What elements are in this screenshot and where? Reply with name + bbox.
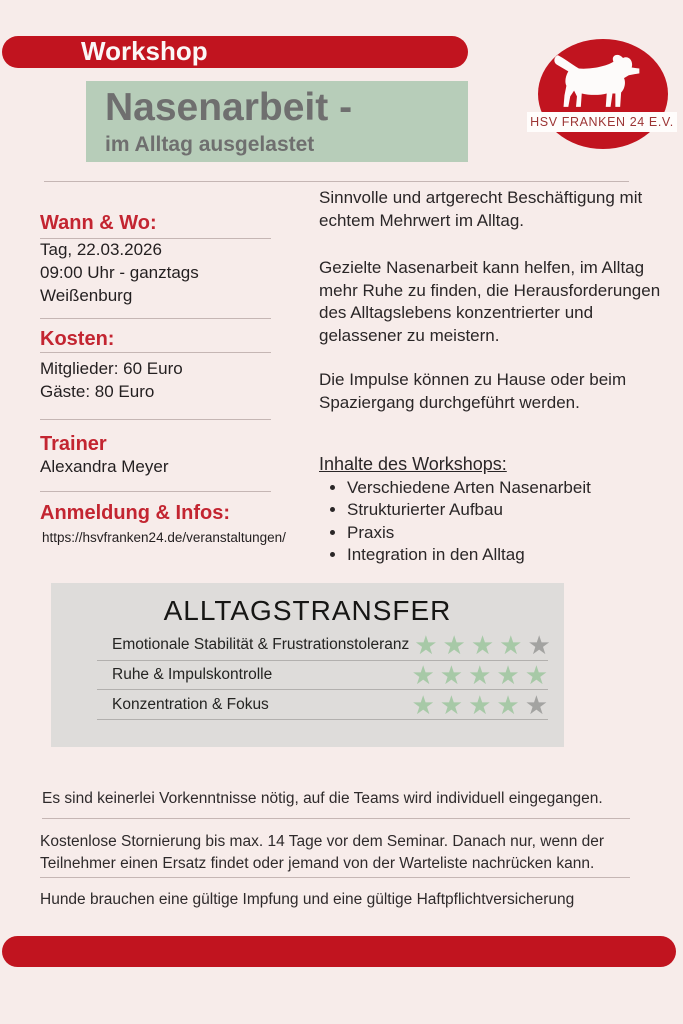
list-item: • Praxis <box>347 522 683 544</box>
rating-row <box>97 690 548 720</box>
club-logo <box>530 39 674 149</box>
rating-label: Emotionale Stabilität & Frustrationstoleranz <box>112 636 410 653</box>
event-time: 09:00 Uhr - ganztags <box>40 263 199 282</box>
contents-list <box>327 477 683 567</box>
star-filled-icon: ★ <box>468 660 492 690</box>
divider <box>40 352 271 353</box>
star-filled-icon: ★ <box>414 630 438 660</box>
trainer-name: Alexandra Meyer <box>40 457 169 476</box>
star-filled-icon: ★ <box>442 630 466 660</box>
star-filled-icon: ★ <box>439 689 464 720</box>
benefit-paragraph: Gezielte Nasenarbeit kann helfen, im Alltag mehr Ruhe zu finden, die Herausforderungen des Alltagslebens konzentrierter und gelassener zu meistern. <box>319 258 661 345</box>
star-filled-icon: ★ <box>439 660 464 690</box>
star-filled-icon: ★ <box>496 660 520 690</box>
divider <box>42 818 630 819</box>
note-vaccination: Hunde brauchen eine gültige Impfung und eine gültige Haftpflichtversicherung <box>40 891 575 908</box>
intro-paragraph: Sinnvolle und artgerecht Beschäftigung mit echtem Mehrwert im Alltag. <box>319 188 643 230</box>
workshop-banner <box>2 36 468 68</box>
section-heading-kosten: Kosten: <box>40 328 115 350</box>
divider <box>40 491 271 492</box>
rating-label: Konzentration & Fokus <box>112 695 269 713</box>
divider <box>40 419 271 420</box>
transfer-title: ALLTAGSTRANSFER <box>163 595 452 626</box>
list-item: • Strukturierter Aufbau <box>347 499 683 521</box>
impulse-paragraph: Die Impulse können zu Hause oder beim Spaziergang durchgeführt werden. <box>319 370 627 412</box>
workshop-subtitle: im Alltag ausgelastet <box>105 133 315 156</box>
star-rating <box>406 689 548 720</box>
star-filled-icon: ★ <box>499 630 523 660</box>
logo-org-name: HSV FRANKEN 24 E.V. <box>530 115 674 129</box>
logo-band <box>527 112 677 132</box>
price-guests: Gäste: 80 Euro <box>40 382 155 401</box>
star-empty-icon: ★ <box>527 630 551 660</box>
star-filled-icon: ★ <box>470 630 495 660</box>
section-heading-trainer: Trainer <box>40 433 107 455</box>
event-date: Tag, 22.03.2026 <box>40 240 162 259</box>
divider <box>40 877 630 878</box>
list-item: • Integration in den Alltag <box>347 544 683 566</box>
note-cancellation: Kostenlose Stornierung bis max. 14 Tage vor dem Seminar. Danach nur, wenn der Teilnehmer einen Ersatz findet oder jemand von der Warteliste nachrücken kann. <box>40 833 605 872</box>
section-heading-anmeldung: Anmeldung & Infos: <box>40 502 230 524</box>
star-filled-icon: ★ <box>411 689 435 720</box>
banner-label: Workshop <box>81 36 208 66</box>
dog-silhouette-icon <box>552 51 648 111</box>
star-empty-icon: ★ <box>524 689 548 720</box>
list-item: • Verschiedene Arten Nasenarbeit <box>347 477 683 499</box>
divider-top <box>44 181 629 182</box>
note-prerequisites: Es sind keinerlei Vorkenntnisse nötig, auf die Teams wird individuell eingegangen. <box>42 790 603 807</box>
event-location: Weißenburg <box>40 286 133 305</box>
star-filled-icon: ★ <box>524 660 548 690</box>
star-filled-icon: ★ <box>468 689 492 720</box>
rating-row <box>97 661 548 690</box>
registration-url: https://hsvfranken24.de/veranstaltungen/ <box>42 530 286 545</box>
contents-heading: Inhalte des Workshops: <box>319 454 507 474</box>
star-filled-icon: ★ <box>411 660 435 690</box>
workshop-title: Nasenarbeit - <box>105 86 353 129</box>
rating-label: Ruhe & Impulskontrolle <box>112 666 273 683</box>
title-block <box>86 81 468 162</box>
bottom-bar <box>2 936 676 967</box>
star-filled-icon: ★ <box>496 689 520 720</box>
section-heading-wann-wo: Wann & Wo: <box>40 212 157 234</box>
price-members: Mitglieder: 60 Euro <box>40 359 183 378</box>
divider <box>40 238 271 239</box>
star-rating <box>409 632 551 658</box>
star-rating <box>406 662 548 688</box>
divider <box>40 318 271 319</box>
alltagstransfer-box <box>51 583 564 747</box>
rating-row <box>97 630 551 661</box>
